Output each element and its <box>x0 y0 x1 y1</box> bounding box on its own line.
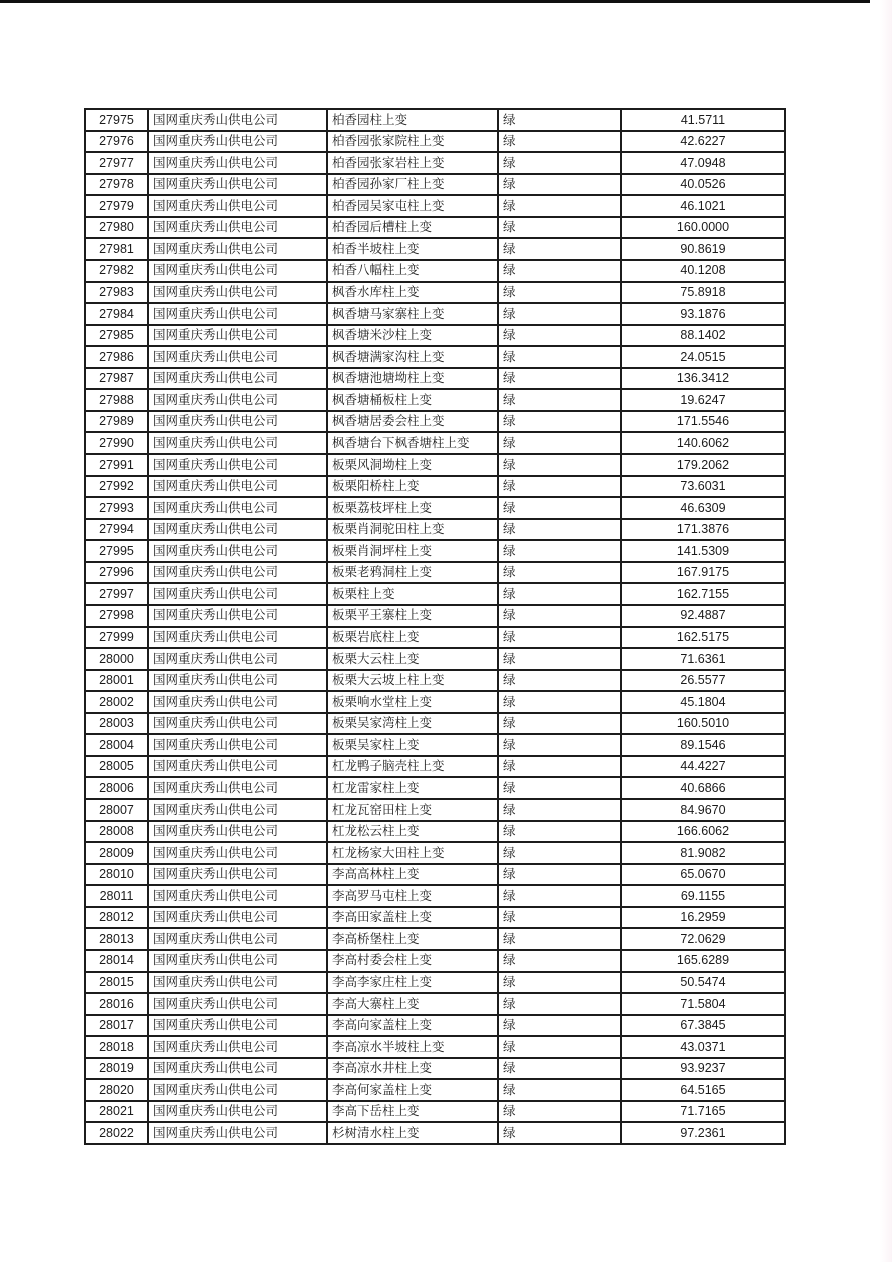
cell-value: 16.2959 <box>620 908 784 928</box>
cell-company: 国网重庆秀山供电公司 <box>147 649 326 669</box>
cell-station: 柏香八幅柱上变 <box>326 261 497 281</box>
cell-station: 杠龙雷家柱上变 <box>326 778 497 798</box>
cell-status: 绿 <box>497 196 620 216</box>
cell-status: 绿 <box>497 239 620 259</box>
cell-station: 板栗吴家柱上变 <box>326 735 497 755</box>
cell-status: 绿 <box>497 886 620 906</box>
cell-company: 国网重庆秀山供电公司 <box>147 196 326 216</box>
cell-station: 李高村委会柱上变 <box>326 951 497 971</box>
table-row <box>86 261 784 283</box>
cell-company: 国网重庆秀山供电公司 <box>147 455 326 475</box>
cell-value: 46.1021 <box>620 196 784 216</box>
cell-station: 板栗响水堂柱上变 <box>326 692 497 712</box>
cell-company: 国网重庆秀山供电公司 <box>147 822 326 842</box>
cell-value: 71.5804 <box>620 994 784 1014</box>
cell-id: 28002 <box>99 694 134 709</box>
cell-id: 27990 <box>99 435 134 450</box>
cell-value: 50.5474 <box>620 973 784 993</box>
cell-id: 28009 <box>99 845 134 860</box>
table-row <box>86 218 784 240</box>
cell-id: 27980 <box>99 220 134 235</box>
cell-value: 19.6247 <box>620 390 784 410</box>
table-row <box>86 132 784 154</box>
cell-id: 27975 <box>99 112 134 127</box>
cell-company: 国网重庆秀山供电公司 <box>147 1037 326 1057</box>
cell-station: 柏香园孙家厂柱上变 <box>326 175 497 195</box>
cell-id: 28001 <box>99 673 134 688</box>
cell-station: 板栗吴家湾柱上变 <box>326 714 497 734</box>
cell-company: 国网重庆秀山供电公司 <box>147 412 326 432</box>
table-row <box>86 800 784 822</box>
cell-company: 国网重庆秀山供电公司 <box>147 628 326 648</box>
cell-station: 枫香塘满家沟柱上变 <box>326 347 497 367</box>
table-row <box>86 649 784 671</box>
cell-station: 李高桥堡柱上变 <box>326 929 497 949</box>
cell-status: 绿 <box>497 778 620 798</box>
table-row <box>86 196 784 218</box>
cell-company: 国网重庆秀山供电公司 <box>147 692 326 712</box>
cell-id: 28020 <box>99 1082 134 1097</box>
cell-status: 绿 <box>497 951 620 971</box>
table-row <box>86 563 784 585</box>
cell-value: 67.3845 <box>620 1016 784 1036</box>
cell-value: 72.0629 <box>620 929 784 949</box>
table-row <box>86 714 784 736</box>
cell-value: 140.6062 <box>620 433 784 453</box>
table-row <box>86 239 784 261</box>
cell-company: 国网重庆秀山供电公司 <box>147 283 326 303</box>
table-row <box>86 778 784 800</box>
cell-station: 李高高林柱上变 <box>326 865 497 885</box>
cell-company: 国网重庆秀山供电公司 <box>147 1102 326 1122</box>
cell-status: 绿 <box>497 1123 620 1143</box>
cell-id: 27978 <box>99 177 134 192</box>
table-row <box>86 735 784 757</box>
cell-status: 绿 <box>497 843 620 863</box>
cell-value: 40.6866 <box>620 778 784 798</box>
cell-value: 84.9670 <box>620 800 784 820</box>
cell-status: 绿 <box>497 326 620 346</box>
cell-value: 69.1155 <box>620 886 784 906</box>
cell-company: 国网重庆秀山供电公司 <box>147 498 326 518</box>
cell-status: 绿 <box>497 477 620 497</box>
cell-status: 绿 <box>497 973 620 993</box>
cell-value: 43.0371 <box>620 1037 784 1057</box>
cell-station: 枫香水库柱上变 <box>326 283 497 303</box>
cell-value: 64.5165 <box>620 1080 784 1100</box>
cell-status: 绿 <box>497 218 620 238</box>
cell-station: 板栗肖洞坪柱上变 <box>326 541 497 561</box>
cell-status: 绿 <box>497 132 620 152</box>
cell-company: 国网重庆秀山供电公司 <box>147 757 326 777</box>
cell-company: 国网重庆秀山供电公司 <box>147 843 326 863</box>
cell-value: 160.0000 <box>620 218 784 238</box>
cell-id: 28008 <box>99 824 134 839</box>
cell-company: 国网重庆秀山供电公司 <box>147 973 326 993</box>
cell-status: 绿 <box>497 304 620 324</box>
table-row <box>86 283 784 305</box>
cell-company: 国网重庆秀山供电公司 <box>147 153 326 173</box>
cell-id: 27984 <box>99 306 134 321</box>
cell-id: 27977 <box>99 155 134 170</box>
table-row <box>86 908 784 930</box>
cell-company: 国网重庆秀山供电公司 <box>147 326 326 346</box>
cell-id: 28013 <box>99 931 134 946</box>
cell-value: 162.7155 <box>620 584 784 604</box>
table-row <box>86 433 784 455</box>
table-row <box>86 347 784 369</box>
cell-value: 65.0670 <box>620 865 784 885</box>
cell-value: 89.1546 <box>620 735 784 755</box>
cell-status: 绿 <box>497 800 620 820</box>
cell-id: 28010 <box>99 867 134 882</box>
cell-station: 杠龙松云柱上变 <box>326 822 497 842</box>
cell-station: 板栗大云坡上柱上变 <box>326 671 497 691</box>
cell-id: 27992 <box>99 479 134 494</box>
cell-id: 28003 <box>99 716 134 731</box>
cell-status: 绿 <box>497 822 620 842</box>
cell-station: 板栗荔枝坪柱上变 <box>326 498 497 518</box>
table-row <box>86 369 784 391</box>
table-row <box>86 973 784 995</box>
cell-status: 绿 <box>497 671 620 691</box>
table-row <box>86 110 784 132</box>
cell-id: 28005 <box>99 759 134 774</box>
cell-status: 绿 <box>497 347 620 367</box>
cell-station: 板栗肖洞驼田柱上变 <box>326 520 497 540</box>
cell-value: 88.1402 <box>620 326 784 346</box>
cell-company: 国网重庆秀山供电公司 <box>147 433 326 453</box>
table-row <box>86 994 784 1016</box>
cell-company: 国网重庆秀山供电公司 <box>147 132 326 152</box>
table-row <box>86 520 784 542</box>
table-row <box>86 929 784 951</box>
table-row <box>86 628 784 650</box>
cell-station: 板栗风洞坳柱上变 <box>326 455 497 475</box>
cell-id: 27993 <box>99 500 134 515</box>
cell-station: 杠龙鸭子脑壳柱上变 <box>326 757 497 777</box>
cell-status: 绿 <box>497 520 620 540</box>
cell-status: 绿 <box>497 908 620 928</box>
cell-station: 李高大寨柱上变 <box>326 994 497 1014</box>
cell-company: 国网重庆秀山供电公司 <box>147 800 326 820</box>
table-row <box>86 757 784 779</box>
cell-id: 28012 <box>99 910 134 925</box>
cell-company: 国网重庆秀山供电公司 <box>147 735 326 755</box>
cell-value: 136.3412 <box>620 369 784 389</box>
table-row <box>86 951 784 973</box>
cell-value: 24.0515 <box>620 347 784 367</box>
cell-id: 27985 <box>99 328 134 343</box>
cell-station: 板栗岩底柱上变 <box>326 628 497 648</box>
cell-value: 92.4887 <box>620 606 784 626</box>
cell-value: 40.0526 <box>620 175 784 195</box>
cell-status: 绿 <box>497 153 620 173</box>
cell-id: 28000 <box>99 651 134 666</box>
cell-status: 绿 <box>497 261 620 281</box>
cell-company: 国网重庆秀山供电公司 <box>147 218 326 238</box>
cell-station: 柏香园吴家屯柱上变 <box>326 196 497 216</box>
cell-id: 28018 <box>99 1039 134 1054</box>
cell-station: 李高罗马屯柱上变 <box>326 886 497 906</box>
table-row <box>86 175 784 197</box>
cell-company: 国网重庆秀山供电公司 <box>147 347 326 367</box>
table-row <box>86 822 784 844</box>
cell-value: 44.4227 <box>620 757 784 777</box>
cell-status: 绿 <box>497 283 620 303</box>
cell-id: 28021 <box>99 1104 134 1119</box>
cell-value: 167.9175 <box>620 563 784 583</box>
cell-station: 柏香园张家岩柱上变 <box>326 153 497 173</box>
cell-value: 81.9082 <box>620 843 784 863</box>
cell-id: 28017 <box>99 1018 134 1033</box>
cell-company: 国网重庆秀山供电公司 <box>147 584 326 604</box>
table-row <box>86 1102 784 1124</box>
cell-station: 板栗柱上变 <box>326 584 497 604</box>
table-row <box>86 1059 784 1081</box>
cell-status: 绿 <box>497 563 620 583</box>
cell-station: 李高田家盖柱上变 <box>326 908 497 928</box>
cell-value: 45.1804 <box>620 692 784 712</box>
cell-company: 国网重庆秀山供电公司 <box>147 304 326 324</box>
cell-station: 李高何家盖柱上变 <box>326 1080 497 1100</box>
cell-status: 绿 <box>497 649 620 669</box>
cell-value: 90.8619 <box>620 239 784 259</box>
cell-value: 166.6062 <box>620 822 784 842</box>
cell-value: 179.2062 <box>620 455 784 475</box>
cell-id: 27982 <box>99 263 134 278</box>
cell-value: 75.8918 <box>620 283 784 303</box>
table-row <box>86 692 784 714</box>
cell-id: 27996 <box>99 565 134 580</box>
cell-status: 绿 <box>497 1016 620 1036</box>
cell-station: 李高向家盖柱上变 <box>326 1016 497 1036</box>
cell-value: 41.5711 <box>620 110 784 130</box>
cell-value: 165.6289 <box>620 951 784 971</box>
cell-company: 国网重庆秀山供电公司 <box>147 908 326 928</box>
cell-id: 28019 <box>99 1061 134 1076</box>
table-row <box>86 153 784 175</box>
cell-station: 杉树清水柱上变 <box>326 1123 497 1143</box>
cell-status: 绿 <box>497 412 620 432</box>
cell-id: 27981 <box>99 241 134 256</box>
cell-company: 国网重庆秀山供电公司 <box>147 175 326 195</box>
cell-id: 27991 <box>99 457 134 472</box>
cell-company: 国网重庆秀山供电公司 <box>147 671 326 691</box>
cell-company: 国网重庆秀山供电公司 <box>147 239 326 259</box>
cell-station: 柏香园张家院柱上变 <box>326 132 497 152</box>
cell-status: 绿 <box>497 865 620 885</box>
cell-id: 27994 <box>99 522 134 537</box>
cell-company: 国网重庆秀山供电公司 <box>147 1059 326 1079</box>
cell-value: 71.7165 <box>620 1102 784 1122</box>
cell-id: 28016 <box>99 996 134 1011</box>
cell-status: 绿 <box>497 390 620 410</box>
cell-company: 国网重庆秀山供电公司 <box>147 1123 326 1143</box>
cell-station: 柏香半坡柱上变 <box>326 239 497 259</box>
cell-station: 李高下岳柱上变 <box>326 1102 497 1122</box>
page-top-rule <box>0 0 870 3</box>
table-row <box>86 886 784 908</box>
cell-value: 160.5010 <box>620 714 784 734</box>
table-row <box>86 584 784 606</box>
cell-station: 李高凉水井柱上变 <box>326 1059 497 1079</box>
cell-station: 枫香塘台下枫香塘柱上变 <box>326 433 497 453</box>
cell-status: 绿 <box>497 175 620 195</box>
cell-status: 绿 <box>497 455 620 475</box>
cell-station: 李高李家庄柱上变 <box>326 973 497 993</box>
cell-station: 板栗老鸦洞柱上变 <box>326 563 497 583</box>
cell-id: 28007 <box>99 802 134 817</box>
cell-id: 28004 <box>99 737 134 752</box>
cell-company: 国网重庆秀山供电公司 <box>147 520 326 540</box>
cell-value: 40.1208 <box>620 261 784 281</box>
cell-value: 26.5577 <box>620 671 784 691</box>
cell-status: 绿 <box>497 606 620 626</box>
cell-value: 141.5309 <box>620 541 784 561</box>
cell-station: 柏香园后槽柱上变 <box>326 218 497 238</box>
cell-company: 国网重庆秀山供电公司 <box>147 369 326 389</box>
cell-value: 162.5175 <box>620 628 784 648</box>
cell-company: 国网重庆秀山供电公司 <box>147 1016 326 1036</box>
cell-station: 枫香塘池塘坳柱上变 <box>326 369 497 389</box>
transformer-table <box>84 108 786 1145</box>
cell-value: 42.6227 <box>620 132 784 152</box>
table-row <box>86 865 784 887</box>
cell-status: 绿 <box>497 628 620 648</box>
cell-company: 国网重庆秀山供电公司 <box>147 1080 326 1100</box>
cell-id: 27997 <box>99 586 134 601</box>
cell-station: 板栗大云柱上变 <box>326 649 497 669</box>
cell-company: 国网重庆秀山供电公司 <box>147 865 326 885</box>
cell-company: 国网重庆秀山供电公司 <box>147 951 326 971</box>
table-row <box>86 326 784 348</box>
cell-status: 绿 <box>497 1037 620 1057</box>
cell-company: 国网重庆秀山供电公司 <box>147 390 326 410</box>
cell-value: 46.6309 <box>620 498 784 518</box>
cell-status: 绿 <box>497 735 620 755</box>
cell-status: 绿 <box>497 584 620 604</box>
cell-id: 28006 <box>99 780 134 795</box>
cell-station: 枫香塘居委会柱上变 <box>326 412 497 432</box>
table-row <box>86 843 784 865</box>
cell-station: 板栗阳桥柱上变 <box>326 477 497 497</box>
table-row <box>86 671 784 693</box>
cell-company: 国网重庆秀山供电公司 <box>147 606 326 626</box>
table-row <box>86 606 784 628</box>
cell-company: 国网重庆秀山供电公司 <box>147 886 326 906</box>
cell-station: 板栗平王寨柱上变 <box>326 606 497 626</box>
cell-station: 枫香塘桶板柱上变 <box>326 390 497 410</box>
cell-id: 27979 <box>99 198 134 213</box>
cell-id: 27995 <box>99 543 134 558</box>
cell-station: 枫香塘米沙柱上变 <box>326 326 497 346</box>
cell-station: 柏香园柱上变 <box>326 110 497 130</box>
cell-value: 93.1876 <box>620 304 784 324</box>
table-row <box>86 304 784 326</box>
cell-value: 47.0948 <box>620 153 784 173</box>
cell-status: 绿 <box>497 369 620 389</box>
table-row <box>86 1037 784 1059</box>
cell-status: 绿 <box>497 1059 620 1079</box>
cell-id: 28015 <box>99 975 134 990</box>
cell-company: 国网重庆秀山供电公司 <box>147 261 326 281</box>
cell-status: 绿 <box>497 541 620 561</box>
cell-status: 绿 <box>497 1080 620 1100</box>
cell-company: 国网重庆秀山供电公司 <box>147 110 326 130</box>
cell-value: 71.6361 <box>620 649 784 669</box>
cell-company: 国网重庆秀山供电公司 <box>147 714 326 734</box>
page-right-edge-shade <box>880 0 892 1262</box>
cell-station: 杠龙杨家大田柱上变 <box>326 843 497 863</box>
cell-status: 绿 <box>497 110 620 130</box>
cell-id: 27988 <box>99 392 134 407</box>
table-row <box>86 1080 784 1102</box>
cell-id: 28014 <box>99 953 134 968</box>
cell-status: 绿 <box>497 994 620 1014</box>
cell-company: 国网重庆秀山供电公司 <box>147 929 326 949</box>
cell-id: 27989 <box>99 414 134 429</box>
cell-status: 绿 <box>497 498 620 518</box>
cell-id: 28011 <box>99 888 134 903</box>
table-row <box>86 412 784 434</box>
table-row <box>86 498 784 520</box>
cell-id: 27976 <box>99 134 134 149</box>
cell-company: 国网重庆秀山供电公司 <box>147 778 326 798</box>
cell-id: 27998 <box>99 608 134 623</box>
cell-id: 27987 <box>99 371 134 386</box>
cell-status: 绿 <box>497 1102 620 1122</box>
cell-company: 国网重庆秀山供电公司 <box>147 541 326 561</box>
table-row <box>86 477 784 499</box>
cell-status: 绿 <box>497 757 620 777</box>
table-row <box>86 1016 784 1038</box>
cell-value: 73.6031 <box>620 477 784 497</box>
cell-id: 27983 <box>99 285 134 300</box>
cell-value: 93.9237 <box>620 1059 784 1079</box>
cell-status: 绿 <box>497 714 620 734</box>
table-row <box>86 390 784 412</box>
cell-company: 国网重庆秀山供电公司 <box>147 994 326 1014</box>
cell-id: 28022 <box>99 1125 134 1140</box>
cell-status: 绿 <box>497 692 620 712</box>
cell-status: 绿 <box>497 929 620 949</box>
cell-station: 枫香塘马家寨柱上变 <box>326 304 497 324</box>
cell-id: 27986 <box>99 349 134 364</box>
cell-id: 27999 <box>99 630 134 645</box>
table-row <box>86 1123 784 1143</box>
cell-company: 国网重庆秀山供电公司 <box>147 563 326 583</box>
cell-company: 国网重庆秀山供电公司 <box>147 477 326 497</box>
cell-station: 杠龙瓦窑田柱上变 <box>326 800 497 820</box>
cell-value: 171.3876 <box>620 520 784 540</box>
cell-status: 绿 <box>497 433 620 453</box>
table-row <box>86 455 784 477</box>
cell-station: 李高凉水半坡柱上变 <box>326 1037 497 1057</box>
cell-value: 171.5546 <box>620 412 784 432</box>
cell-value: 97.2361 <box>620 1123 784 1143</box>
table-row <box>86 541 784 563</box>
